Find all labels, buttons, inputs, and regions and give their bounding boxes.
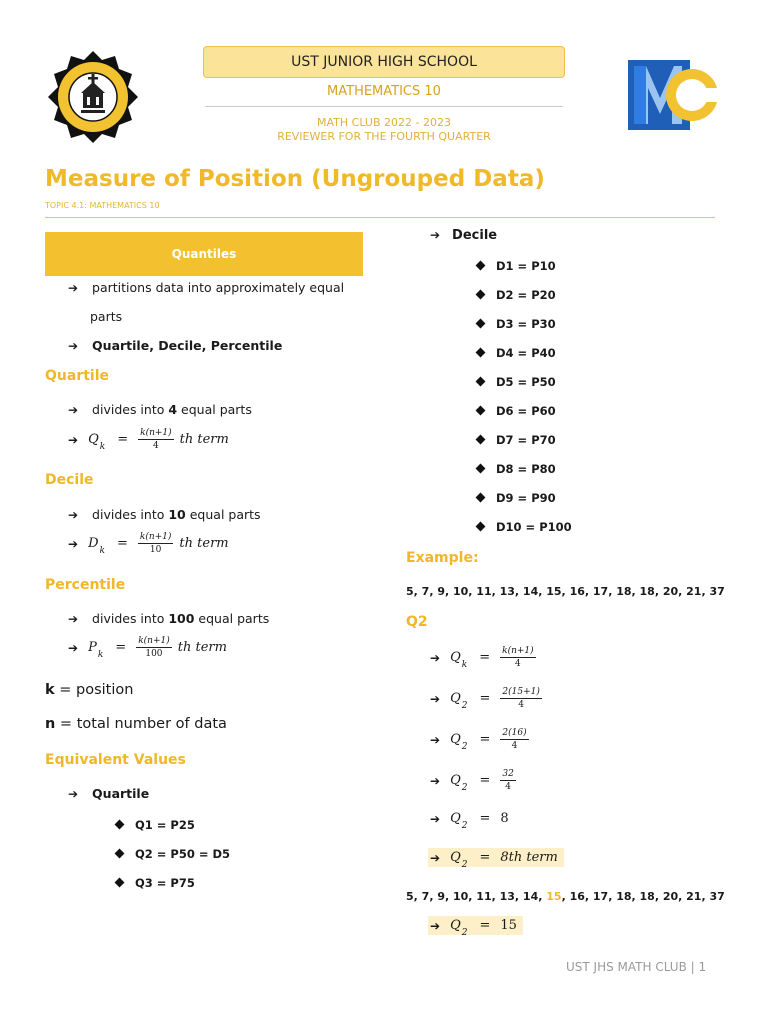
fraction: $\frac{2(15+1)}{4}$: [502, 687, 540, 710]
fraction: $\frac{32}{4}$: [502, 769, 514, 792]
equivalent-item: Q2 = P50 = D5: [116, 847, 230, 861]
diamond-bullet-icon: [476, 289, 486, 299]
diamond-bullet-icon: [476, 463, 486, 473]
club-year: MATH CLUB 2022 - 2023: [317, 116, 451, 129]
decile-item: D5 = P50: [477, 375, 556, 389]
q2-final-answer: ➔ Q 2 = 15: [428, 916, 523, 935]
decile-description: ➔ divides into 10 equal parts: [68, 507, 261, 522]
arrow-icon: ➔: [68, 787, 79, 801]
fraction: $\frac{k(n+1)}{10}$: [139, 532, 172, 555]
decile-item: D6 = P60: [477, 404, 556, 418]
arrow-icon: ➔: [430, 228, 441, 242]
quartile-description: ➔ divides into 4 equal parts: [68, 402, 252, 417]
decile-item: D7 = P70: [477, 433, 556, 447]
quartile-formula: ➔ Q k = $\frac{k(n+1)}{4}$ th term: [68, 428, 229, 452]
example-data-set-highlighted: 5, 7, 9, 10, 11, 13, 14, 15, 16, 17, 18, 18, 20, 21, 37: [406, 890, 725, 903]
math-club-logo: [626, 58, 720, 132]
q2-step-2: ➔ Q 2 = $\frac{2(15+1)}{4}$: [430, 687, 540, 711]
quantiles-bullet-1: [68, 280, 344, 295]
ust-seal-logo: [46, 50, 140, 144]
quartile-heading: Quartile: [45, 368, 110, 384]
k-definition: k = position: [45, 682, 134, 698]
q2-step-5: ➔ Q 2 = 8: [430, 811, 509, 831]
diamond-bullet-icon: [476, 376, 486, 386]
equivalent-item: Q1 = P25: [116, 818, 195, 832]
arrow-icon: ➔: [68, 612, 79, 626]
subject-label: MATHEMATICS 10: [327, 84, 441, 99]
decile-item: D3 = P30: [477, 317, 556, 331]
arrow-icon: ➔: [430, 650, 441, 665]
decile-item: D8 = P80: [477, 462, 556, 476]
school-name: UST JUNIOR HIGH SCHOOL: [291, 54, 477, 70]
bullet-text: Quartile, Decile, Percentile: [92, 338, 283, 353]
percentile-formula: ➔ P k = $\frac{k(n+1)}{100}$ th term: [68, 636, 227, 660]
q2-step-4: ➔ Q 2 = $\frac{32}{4}$: [430, 769, 514, 793]
arrow-icon: ➔: [68, 339, 79, 353]
decile-item: D9 = P90: [477, 491, 556, 505]
percentile-description: ➔ divides into 100 equal parts: [68, 611, 270, 626]
diamond-bullet-icon: [115, 848, 125, 858]
n-definition: n = total number of data: [45, 716, 227, 732]
diamond-bullet-icon: [115, 877, 125, 887]
arrow-icon: ➔: [430, 918, 441, 933]
q2-step-6-highlight: ➔ Q 2 = 8th term: [428, 848, 564, 867]
diamond-bullet-icon: [115, 819, 125, 829]
q2-step-3: ➔ Q 2 = $\frac{2(16)}{4}$: [430, 728, 527, 752]
diamond-bullet-icon: [476, 405, 486, 415]
equivalent-quartile: ➔ Quartile: [68, 786, 150, 801]
q2-heading: Q2: [406, 614, 428, 630]
diamond-bullet-icon: [476, 434, 486, 444]
bullet-text: partitions data into approximately equal: [92, 280, 345, 295]
quantiles-bullet-2: [68, 338, 282, 353]
decile-item: D1 = P10: [477, 259, 556, 273]
arrow-icon: ➔: [430, 811, 441, 826]
club-info: [203, 116, 565, 144]
fraction: $\frac{2(16)}{4}$: [502, 728, 527, 751]
diamond-bullet-icon: [476, 521, 486, 531]
page-title: Measure of Position (Ungrouped Data): [45, 166, 545, 192]
page-footer: UST JHS MATH CLUB | 1: [566, 960, 707, 974]
equivalent-values-heading: Equivalent Values: [45, 752, 186, 768]
decile-heading: Decile: [45, 472, 94, 488]
median-value: 15: [546, 890, 562, 903]
decile-item: D2 = P20: [477, 288, 556, 302]
fraction: $\frac{k(n+1)}{100}$: [138, 636, 170, 659]
header-divider: [205, 106, 563, 107]
example-data-set: 5, 7, 9, 10, 11, 13, 14, 15, 16, 17, 18, 18, 20, 21, 37: [406, 585, 725, 598]
arrow-icon: ➔: [68, 281, 79, 295]
arrow-icon: ➔: [430, 691, 441, 706]
quantiles-label: Quantiles: [171, 247, 237, 261]
decile-formula: ➔ D k = $\frac{k(n+1)}{10}$ th term: [68, 532, 229, 556]
fraction: $\frac{k(n+1)}{4}$: [502, 646, 534, 669]
equivalent-item: Q3 = P75: [116, 876, 195, 890]
diamond-bullet-icon: [476, 347, 486, 357]
example-heading: Example:: [406, 550, 479, 566]
diamond-bullet-icon: [476, 492, 486, 502]
school-name-box: [203, 46, 565, 78]
arrow-icon: ➔: [430, 773, 441, 788]
diamond-bullet-icon: [476, 318, 486, 328]
title-divider: [45, 217, 715, 218]
arrow-icon: ➔: [68, 640, 79, 655]
fraction: $\frac{k(n+1)}{4}$: [140, 428, 172, 451]
topic-label: TOPIC 4.1: MATHEMATICS 10: [45, 201, 160, 210]
q2-step-1: ➔ Q k = $\frac{k(n+1)}{4}$: [430, 646, 534, 670]
arrow-icon: ➔: [68, 403, 79, 417]
decile-item: D4 = P40: [477, 346, 556, 360]
diamond-bullet-icon: [476, 260, 486, 270]
arrow-icon: ➔: [430, 732, 441, 747]
arrow-icon: ➔: [68, 508, 79, 522]
decile-list-header: ➔ Decile: [430, 228, 498, 243]
bullet-text-continued: parts: [90, 309, 123, 324]
reviewer-label: REVIEWER FOR THE FOURTH QUARTER: [277, 130, 491, 143]
quantiles-box: [45, 232, 363, 276]
decile-item: D10 = P100: [477, 520, 572, 534]
arrow-icon: ➔: [430, 850, 441, 865]
percentile-heading: Percentile: [45, 577, 126, 593]
arrow-icon: ➔: [68, 536, 79, 551]
arrow-icon: ➔: [68, 432, 79, 447]
